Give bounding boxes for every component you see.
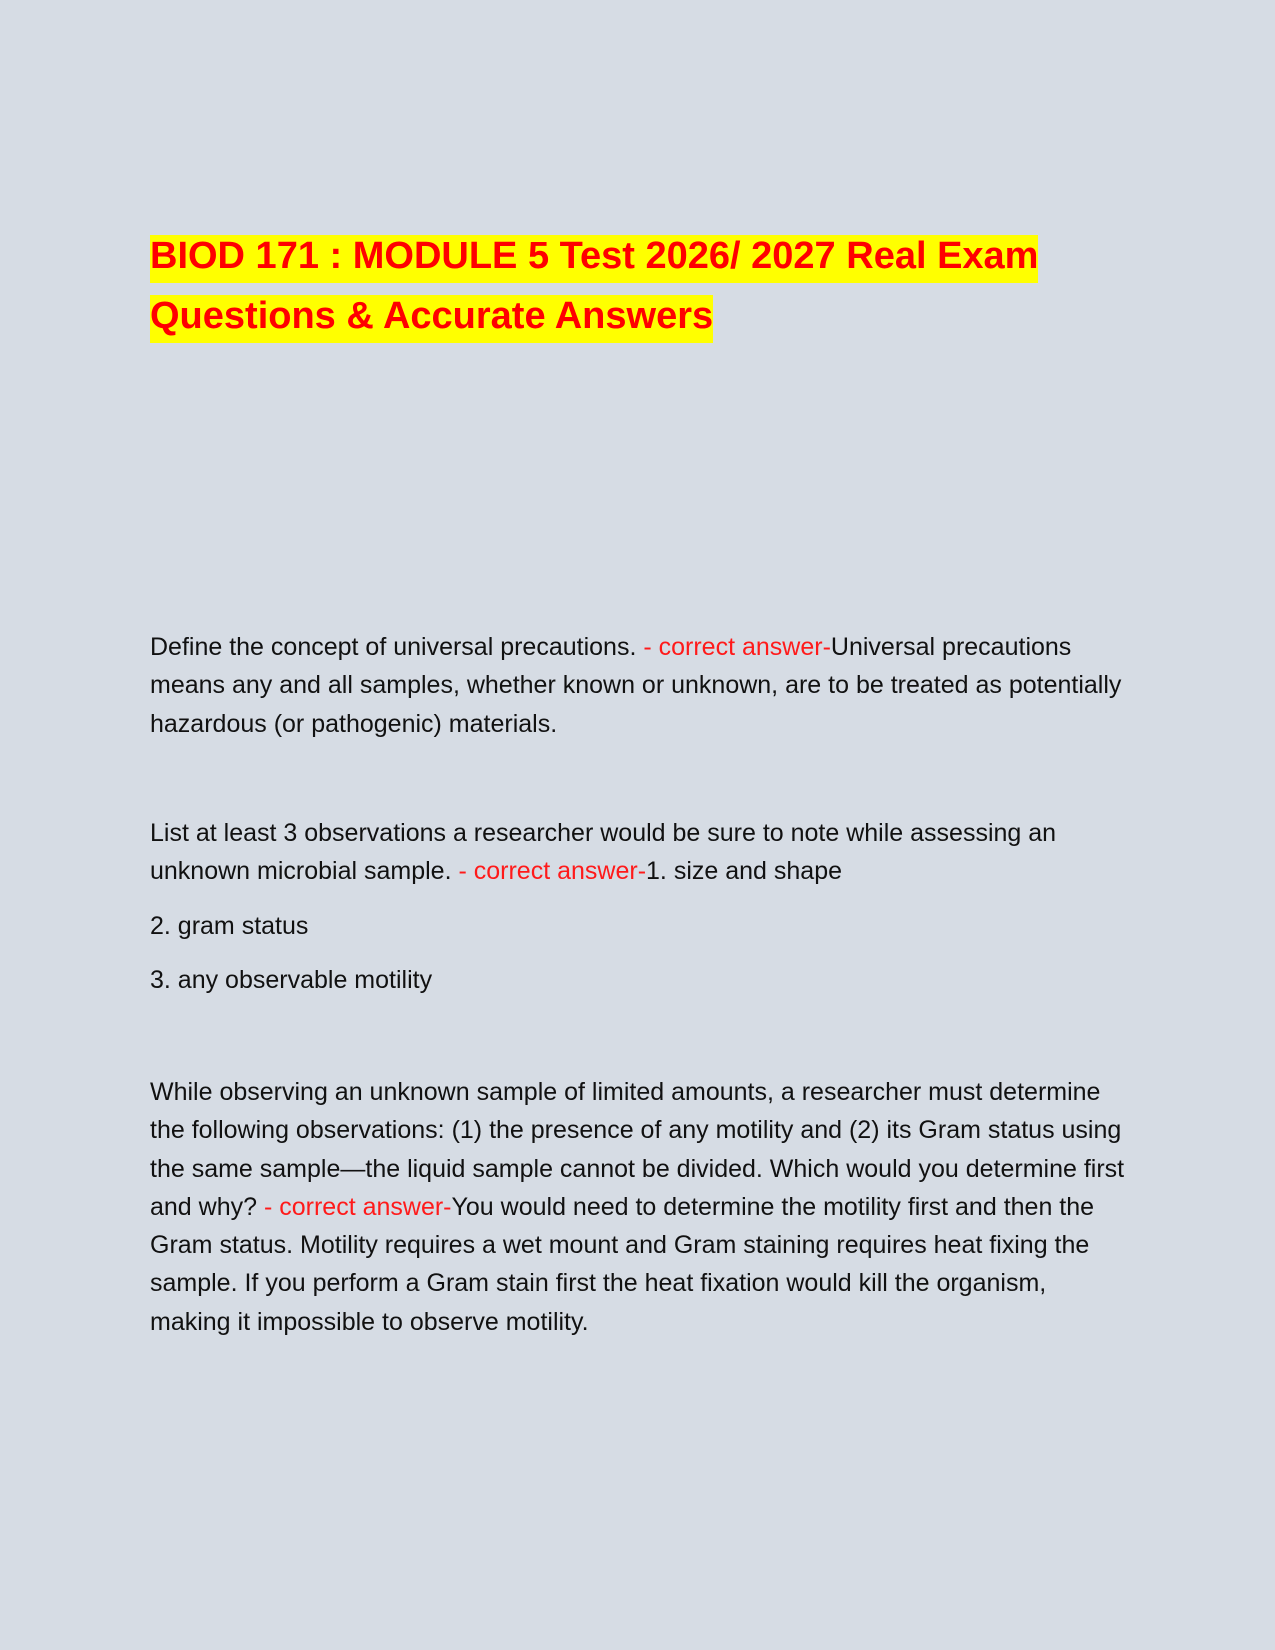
correct-answer-marker: - correct answer- <box>643 633 831 661</box>
title-line-2: Questions & Accurate Answers <box>150 295 713 343</box>
qa-item-universal-precautions <box>150 628 1125 743</box>
correct-answer-marker: - correct answer- <box>263 1192 452 1221</box>
question-text: While observing an unknown sample of limited amounts, a researcher must determine the following observations: (1) the presence of any motility and (2) its Gram status using the same sample—the liquid sample cannot be divided. Which would you determine first and why? <box>150 1078 1125 1221</box>
answer-text: 1. size and shape <box>646 857 843 886</box>
answer-list-item: 3. any observable motility <box>150 965 433 994</box>
question-text: Define the concept of universal precautions. <box>150 633 644 661</box>
title-line-1: BIOD 171 : MODULE 5 Test 2026/ 2027 Real Exam <box>150 235 1038 283</box>
question-text: List at least 3 observations a researcher would be sure to note while assessing an unknown microbial sample. <box>150 819 1057 886</box>
qa-item-observations <box>150 814 1125 999</box>
answer-text: Universal precautions means any and all samples, whether known or unknown, are to be treated as potentially hazardous (or pathogenic) materials. <box>150 633 1122 738</box>
correct-answer-marker: - correct answer- <box>458 857 647 886</box>
qa-item-motility-gram <box>150 1073 1125 1341</box>
qa-paragraph <box>150 1073 1125 1341</box>
answer-list-item: 2. gram status <box>150 911 309 940</box>
document-title <box>150 226 1130 346</box>
answer-text: You would need to determine the motility first and then the Gram status. Motility requires a wet mount and Gram staining requires heat fixing the sample. If you perform a Gram stain first the heat fixation would kill the organism, making it impossible to observe motility. <box>150 1192 1095 1336</box>
qa-paragraph <box>150 814 1125 891</box>
qa-paragraph <box>150 628 1125 743</box>
